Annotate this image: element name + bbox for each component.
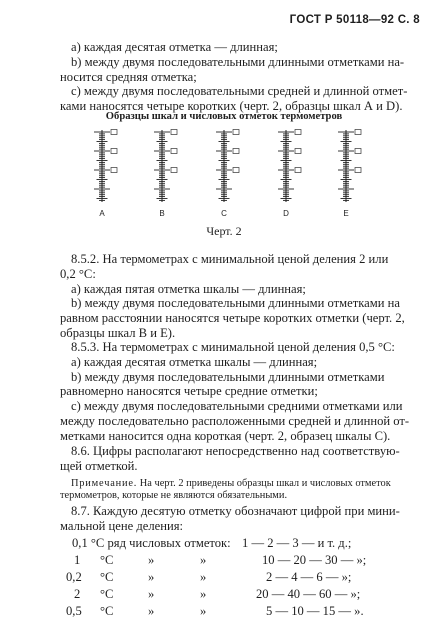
s853-line3: b) между двумя последовательными длинными отметками <box>71 369 385 384</box>
table-row-5-c4: 5 — 10 — 15 — ». <box>266 604 364 618</box>
item-c-cont: ками наносятся четыре коротких (черт. 2, образцы шкал А и D). <box>60 99 403 114</box>
table-row-2-c3: » <box>200 553 207 567</box>
scale-numeral-mark <box>233 168 239 173</box>
s852-line1: 8.5.2. На термометрах с минимальной ценой деления 2 или <box>71 252 389 266</box>
table-row-5-c2: » <box>148 604 155 618</box>
page-header: ГОСТ Р 50118—92 С. 8 <box>289 14 420 26</box>
section-8-5-2 <box>60 252 414 341</box>
scale-numeral-mark <box>295 168 301 173</box>
scale-numeral-mark <box>171 149 177 154</box>
figure-title: Образцы шкал и числовых отметок термометров <box>105 111 343 122</box>
scale-label: A <box>99 209 105 218</box>
table-row-5-unit: °С <box>100 604 114 618</box>
s852-line4: b) между двумя последовательными длинными отметками на <box>71 296 400 311</box>
section-8-5-3 <box>60 340 414 444</box>
note-label: Примечание. <box>71 478 138 489</box>
table-row-4-c2: » <box>148 587 155 601</box>
scale-sample-E <box>338 130 361 219</box>
table-row-4-unit: °С <box>100 587 114 601</box>
scale-label: D <box>283 209 289 218</box>
scale-numeral-mark <box>171 168 177 173</box>
scale-numeral-mark <box>295 130 301 135</box>
table-row-4-c4: 20 — 40 — 60 — »; <box>256 587 361 601</box>
s853-line4: равномерно наносятся четыре средние отметки; <box>60 384 318 399</box>
s853-line7: метками наносится одна короткая (черт. 2, образец шкалы С). <box>60 428 391 443</box>
table-row-2-c4: 10 — 20 — 30 — »; <box>262 553 367 567</box>
scale-numeral-mark <box>171 130 177 135</box>
table-row-4-c3: » <box>200 587 207 601</box>
table-row-1-c1: 0,1 °С ряд числовых отметок: <box>72 536 231 550</box>
table-row-2-unit: °С <box>100 553 114 567</box>
scale-sample-D <box>278 130 301 219</box>
s87-line2: мальной цене деления: <box>60 518 183 533</box>
scale-sample-B <box>154 130 177 219</box>
scale-numeral-mark <box>111 130 117 135</box>
table-row-3-unit: °С <box>100 570 114 584</box>
table-row-3-c1: 0,2 <box>66 570 82 584</box>
item-b: b) между двумя последовательными длинными отметками на- <box>71 54 405 69</box>
s87-line1: 8.7. Каждую десятую отметку обозначают цифрой при мини- <box>71 504 400 518</box>
table-row-1-c4: 1 — 2 — 3 — и т. д.; <box>242 536 352 550</box>
table-row-3-c2: » <box>148 570 155 584</box>
scale-numeral-mark <box>355 149 361 154</box>
s852-line2: 0,2 °C: <box>60 266 96 281</box>
scale-sample-C <box>216 130 239 219</box>
item-b-cont: носится средняя отметка; <box>60 69 197 84</box>
note-text2: термометров, которые не являются обязательными. <box>60 490 288 502</box>
scale-numeral-mark <box>233 130 239 135</box>
s86-line2: щей отметкой. <box>60 458 138 473</box>
scale-label: C <box>221 209 227 218</box>
scale-numeral-mark <box>233 149 239 154</box>
thermometer-scales-figure <box>84 122 374 222</box>
figure-caption: Черт. 2 <box>206 224 242 238</box>
s853-line1: 8.5.3. На термометрах с минимальной ценой деления 0,5 °C: <box>71 340 395 354</box>
note <box>60 478 414 503</box>
s852-line5: равном расстоянии наносятся четыре коротких отметки (черт. 2, <box>60 311 405 326</box>
note-text1: На черт. 2 приведены образцы шкал и числовых отметок <box>137 478 391 489</box>
scale-sample-A <box>94 130 117 219</box>
scale-numeral-mark <box>111 149 117 154</box>
s86-line1: 8.6. Цифры располагают непосредственно над соответствую- <box>71 444 400 458</box>
table-row-5-c3: » <box>200 604 207 618</box>
section-8-7 <box>60 504 414 534</box>
scale-numeral-mark <box>355 130 361 135</box>
s853-line2: а) каждая десятая отметка шкалы — длинная; <box>71 354 318 369</box>
table-row-2-c1: 1 <box>74 553 81 567</box>
table-row-3-c4: 2 — 4 — 6 — »; <box>266 570 352 584</box>
scale-numeral-mark <box>355 168 361 173</box>
marks-table <box>60 536 420 636</box>
top-list <box>60 40 414 114</box>
scale-numeral-mark <box>111 168 117 173</box>
table-row-3-c3: » <box>200 570 207 584</box>
table-row-5-c1: 0,5 <box>66 604 82 618</box>
section-8-6 <box>60 444 414 474</box>
s853-line6: между последовательно расположенными средней и длинной от- <box>60 413 410 428</box>
item-c: с) между двумя последовательными средней и длинной отмет- <box>71 84 408 99</box>
scale-label: B <box>159 209 165 218</box>
scale-label: E <box>343 209 349 218</box>
s852-line3: а) каждая пятая отметка шкалы — длинная; <box>71 281 306 296</box>
table-row-2-c2: » <box>148 553 155 567</box>
item-a: а) каждая десятая отметка — длинная; <box>71 40 278 54</box>
scale-numeral-mark <box>295 149 301 154</box>
s853-line5: с) между двумя последовательными средними отметками или <box>71 399 403 414</box>
s852-line6: образцы шкал В и Е). <box>60 325 176 340</box>
table-row-4-c1: 2 <box>74 587 81 601</box>
